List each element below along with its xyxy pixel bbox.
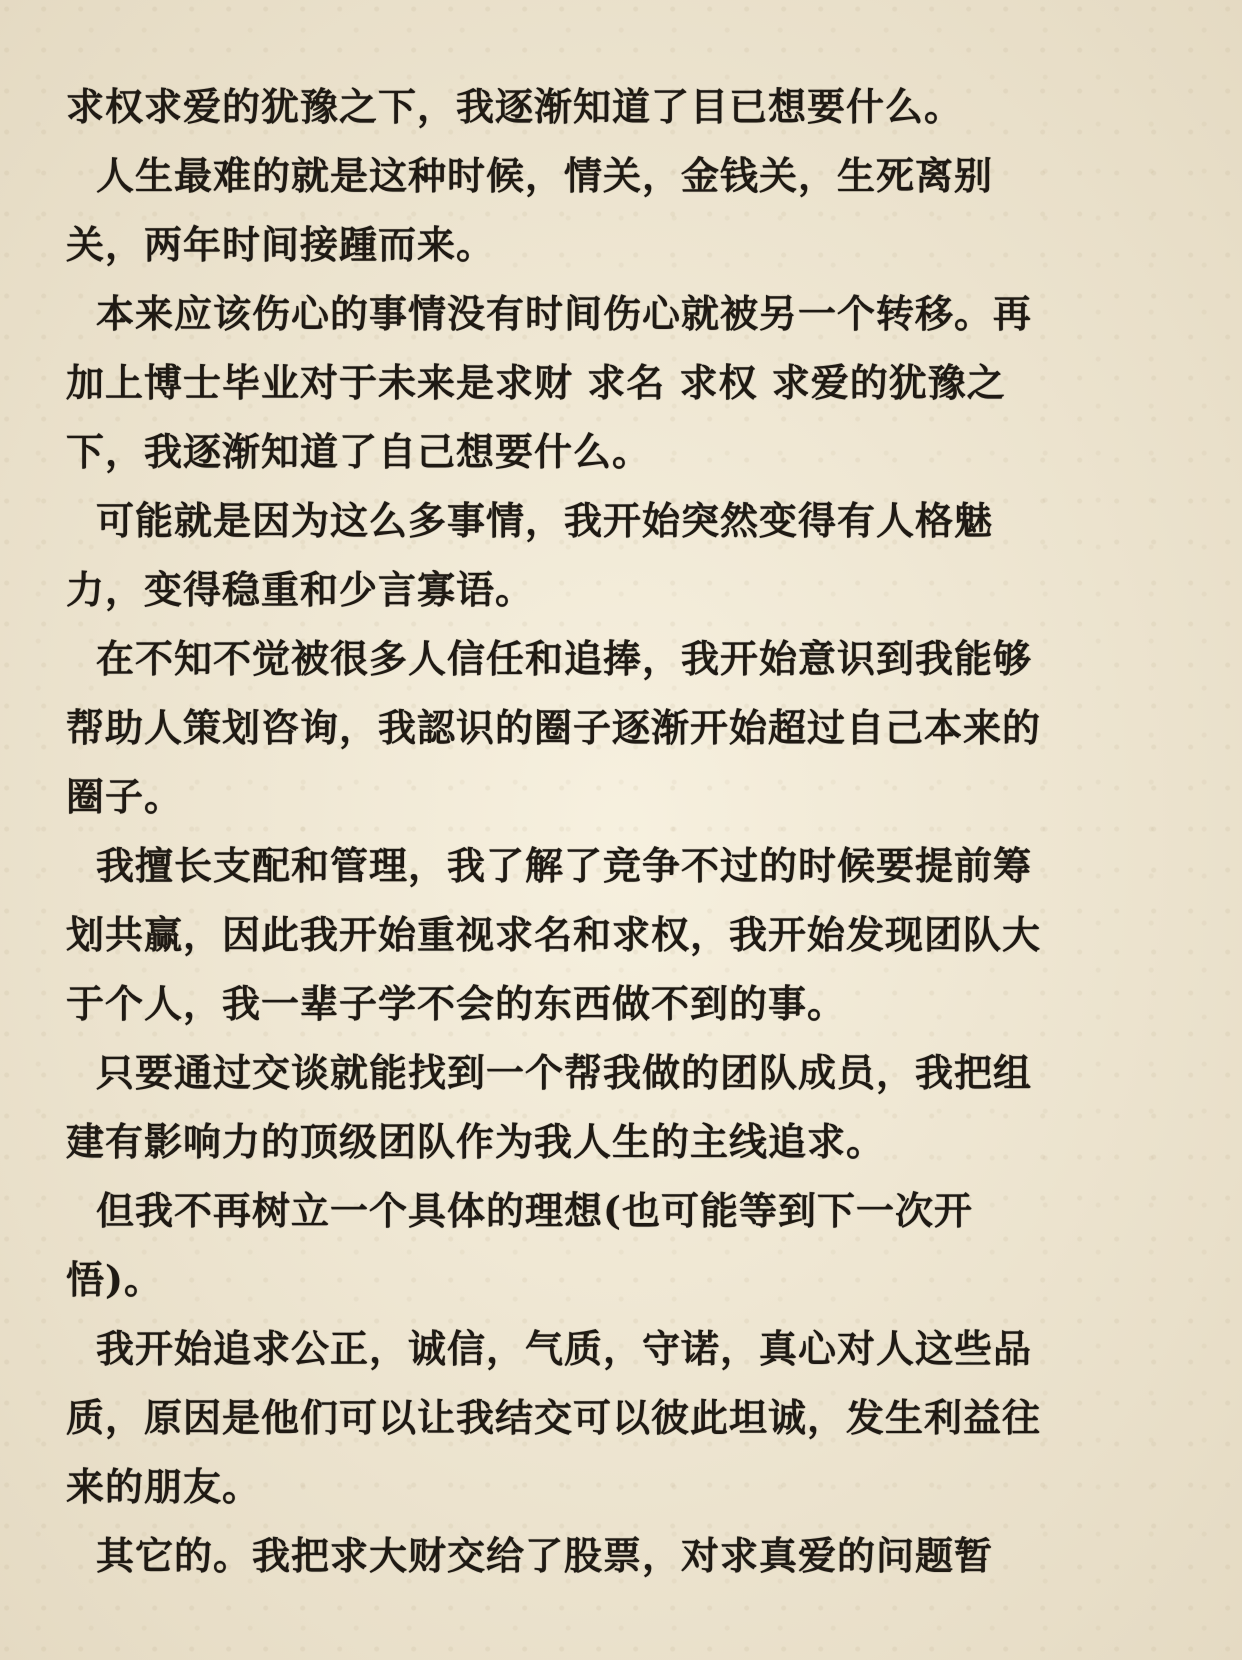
text-line: 建有影响力的顶级团队作为我人生的主线追求。 bbox=[66, 1119, 886, 1164]
text-line: 圈子。 bbox=[66, 774, 184, 819]
text-line: 于个人，我一辈子学不会的东西做不到的事。 bbox=[66, 981, 847, 1026]
text-line: 可能就是因为这么多事情，我开始突然变得有人格魅 bbox=[96, 498, 994, 543]
text-line: 但我不再树立一个具体的理想(也可能等到下一次开 bbox=[96, 1188, 973, 1233]
text-line: 求权求爱的犹豫之下，我逐渐知道了目已想要什么。 bbox=[66, 84, 964, 129]
text-line: 其它的。我把求大财交给了股票，对求真爱的问题暂 bbox=[96, 1533, 994, 1578]
text-line: 我开始追求公正，诚信，气质，守诺，真心对人这些品 bbox=[96, 1326, 1033, 1371]
text-line: 力，变得稳重和少言寡语。 bbox=[66, 567, 535, 612]
text-line: 下，我逐渐知道了自己想要什么。 bbox=[66, 429, 652, 474]
text-line: 帮助人策划咨询，我認识的圈子逐渐开始超过自己本来的 bbox=[66, 705, 1042, 750]
text-line: 关，两年时间接踵而来。 bbox=[66, 222, 496, 267]
text-line: 质，原因是他们可以让我结交可以彼此坦诚，发生利益往 bbox=[66, 1395, 1042, 1440]
text-line: 加上博士毕业对于未来是求财 求名 求权 求爱的犹豫之 bbox=[66, 360, 1006, 405]
text-line: 划共赢，因此我开始重视求名和求权，我开始发现团队大 bbox=[66, 912, 1042, 957]
text-line: 来的朋友。 bbox=[66, 1464, 262, 1509]
text-line: 人生最难的就是这种时候，情关，金钱关，生死离别 bbox=[96, 153, 994, 198]
text-line: 在不知不觉被很多人信任和追捧，我开始意识到我能够 bbox=[96, 636, 1033, 681]
text-line: 我擅长支配和管理，我了解了竞争不过的时候要提前筹 bbox=[96, 843, 1033, 888]
text-line: 本来应该伤心的事情没有时间伤心就被另一个转移。再 bbox=[96, 291, 1033, 336]
text-line: 悟)。 bbox=[66, 1257, 163, 1302]
text-line: 只要通过交谈就能找到一个帮我做的团队成员，我把组 bbox=[96, 1050, 1033, 1095]
text-block bbox=[66, 72, 1186, 1590]
